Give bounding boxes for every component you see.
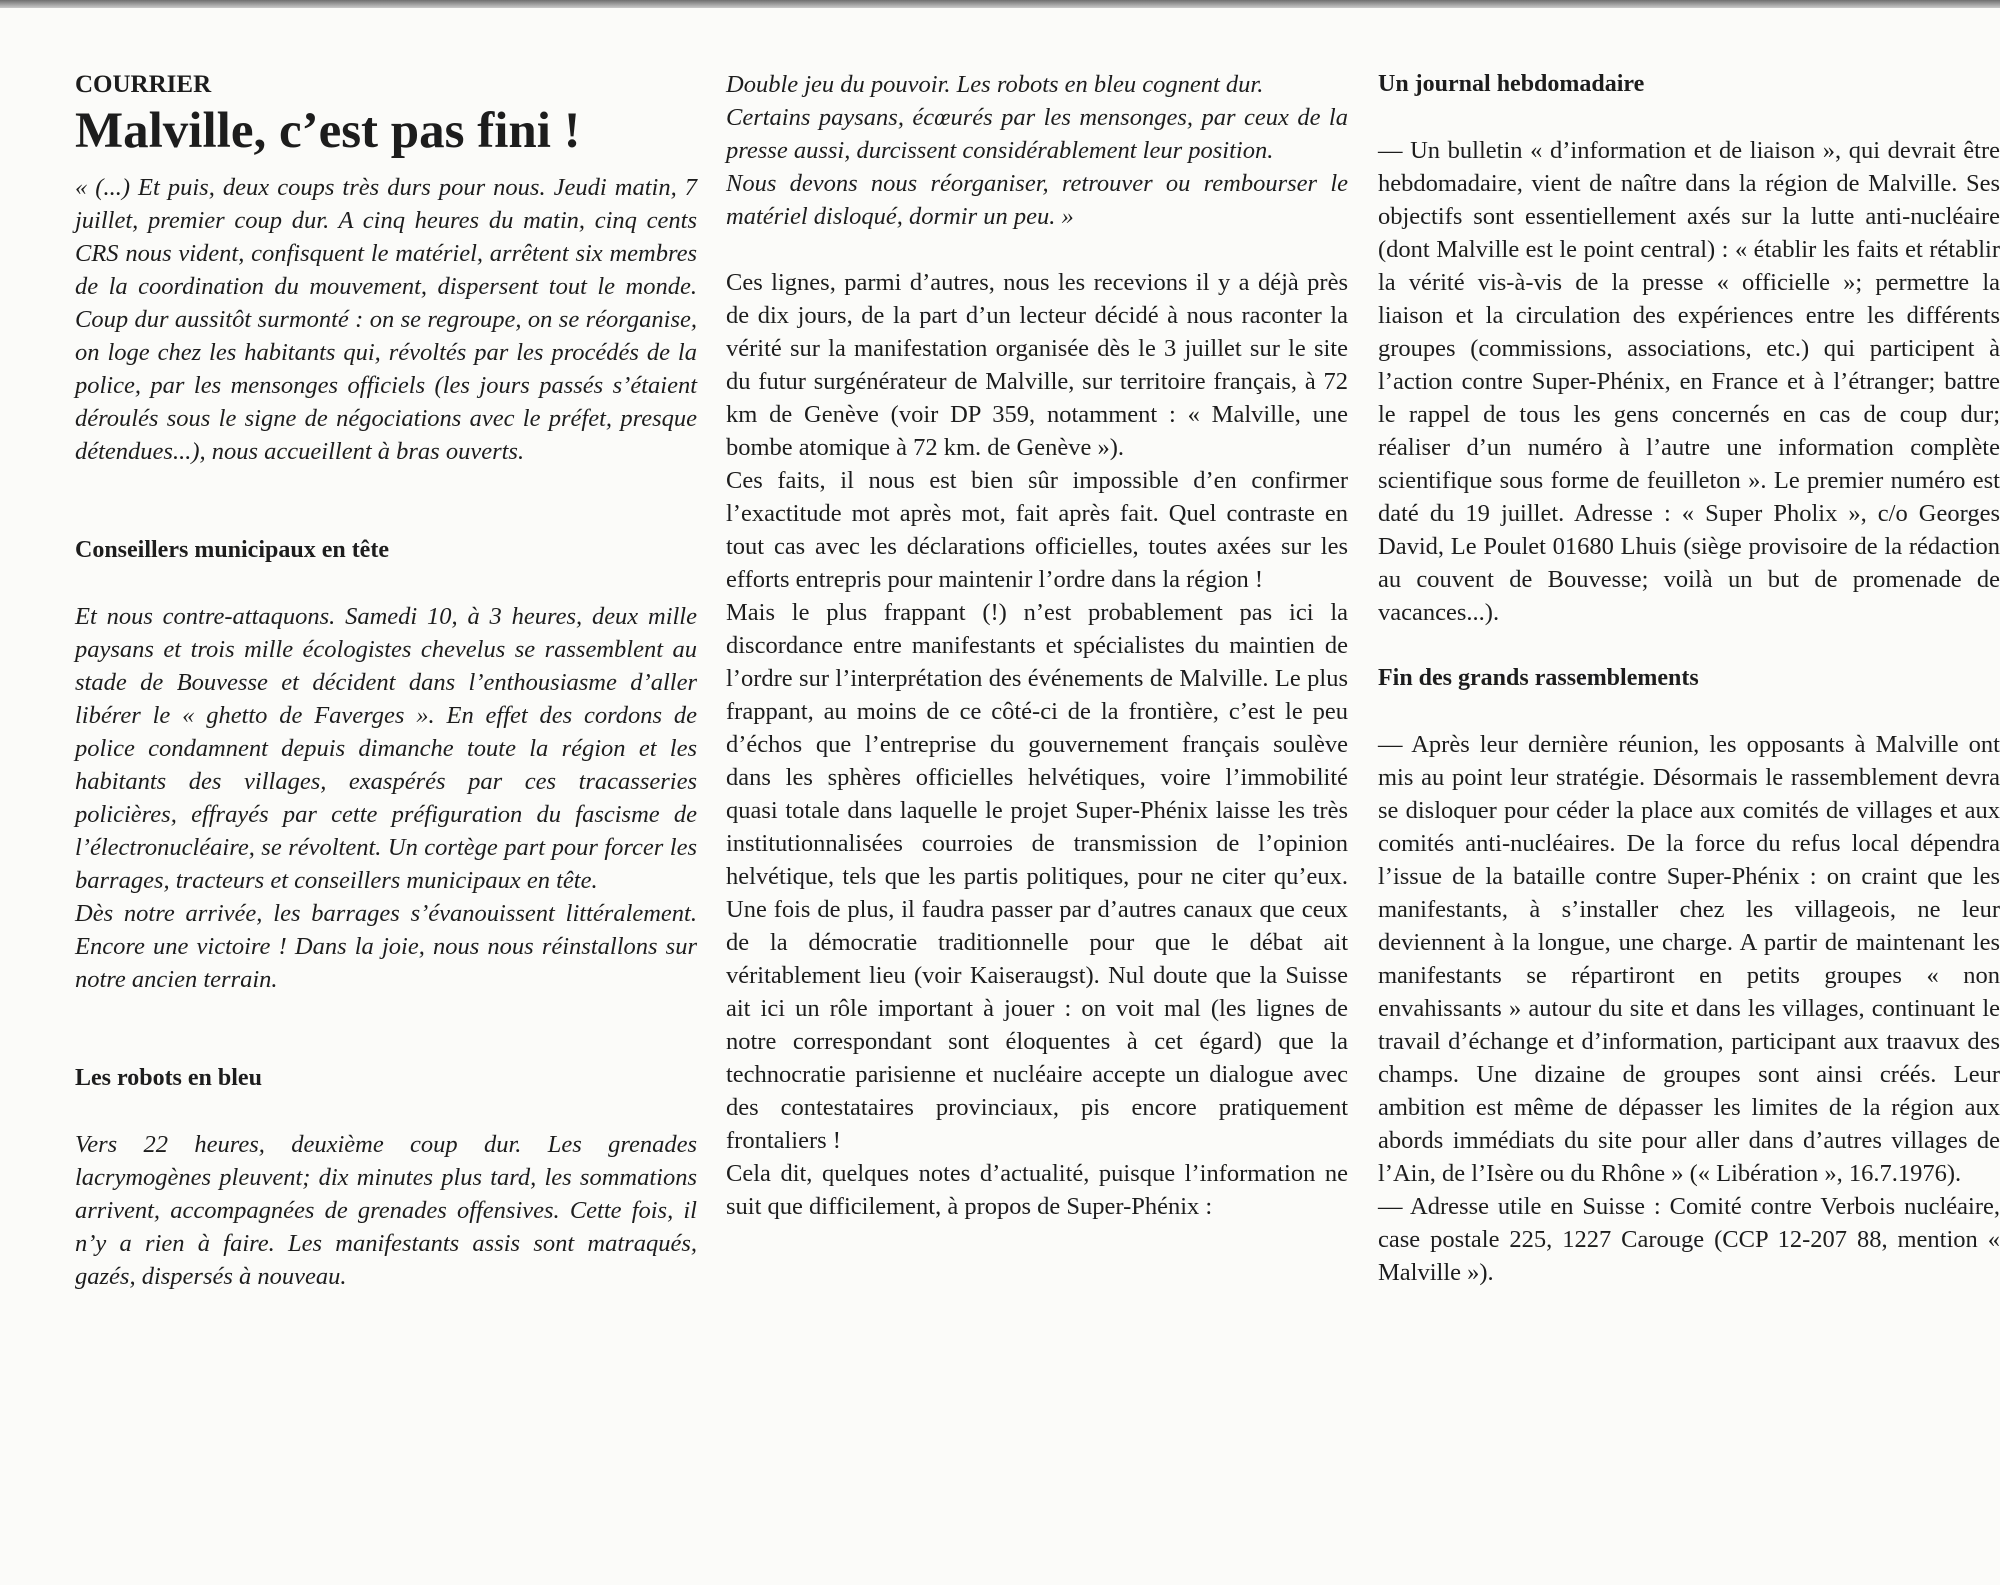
spacer	[1378, 695, 2000, 728]
spacer	[75, 567, 697, 600]
column-left	[75, 68, 697, 1293]
spacer	[75, 1095, 697, 1128]
column-middle	[726, 68, 1348, 1223]
spacer	[75, 996, 697, 1062]
article-title: Malville, c’est pas fini !	[75, 103, 581, 159]
letter-paragraph-5: Double jeu du pouvoir. Les robots en bleu cognent dur.	[726, 71, 1264, 98]
letter-paragraph-1: « (...) Et puis, deux coups très durs pour nous. Jeudi matin, 7 juillet, premier coup dur. A cinq heures du matin, cinq cents CRS nous vident, confisquent le matériel, arrêtent six membres de la coordination du mouvement, dispersent tout le monde. Coup dur aussitôt surmonté : on se regroupe, on se réorganise, on loge chez les habitants qui, révoltés par les procédés de la police, par les mensonges officiels (les jours passés s’étaient déroulés sous le signe de négociations avec le préfet, presque détendues...), nous accueillent à bras ouverts.	[75, 174, 697, 465]
letter-paragraph-3: Dès notre arrivée, les barrages s’évanouissent littéralement. Encore une victoire ! Dans la joie, nous nous réinstallons sur notre ancien terrain.	[75, 900, 697, 993]
note-paragraph-3: — Adresse utile en Suisse : Comité contre Verbois nucléaire, case postale 225, 1227 Carouge (CCP 12-207 88, mention « Malville »).	[1378, 1193, 2000, 1286]
top-border-rule	[0, 0, 2000, 8]
spacer	[726, 233, 1348, 266]
subhead-rassemblements: Fin des grands rassemblements	[1378, 665, 1699, 691]
letter-paragraph-7: Nous devons nous réorganiser, retrouver ou rembourser le matériel disloqué, dormir un peu. »	[726, 170, 1348, 230]
body-paragraph-3: Mais le plus frappant (!) n’est probablement pas ici la discordance entre manifestants et spécialistes du maintien de l’ordre sur l’interprétation des événements de Malville. Le plus frappant, au moins de ce côté-ci de la frontière, c’est le peu d’échos que l’entreprise du gouvernement français soulève dans les sphères officielles helvétiques, voire l’immobilité quasi totale dans laquelle le projet Super-Phénix laisse les très institutionnalisées courroies de transmission de l’opinion helvétique, tels que les partis politiques, pour ne citer qu’eux. Une fois de plus, il faudra passer par d’autres canaux que ceux de la démocratie traditionnelle pour que le débat ait véritablement lieu (voir Kaiseraugst). Nul doute que la Suisse ait ici un rôle important à jouer : on voit mal (les lignes de notre correspondant sont éloquentes à cet égard) que la technocratie parisienne et nucléaire accepte un dialogue avec des contestataires provinciaux, pis encore pratiquement frontaliers !	[726, 599, 1348, 1154]
note-paragraph-2: — Après leur dernière réunion, les opposants à Malville ont mis au point leur stratégie. Désormais le rassemblement devra se disloquer pour céder la place aux comités de villages et aux comités anti-nucléaires. De la force du refus local dépendra l’issue de la bataille contre Super-Phénix : on craint que les manifestants, à s’installer chez les villageois, ne leur deviennent à la longue, une charge. A partir de maintenant les manifestants se répartiront en petits groupes « non envahissants » autour du site et dans les villages, continuant le travail d’échange et d’information, participant aux traavux des champs. Une dizaine de groupes sont ainsi créés. Leur ambition est même de dépasser les limites de la région aux abords immédiats du site pour aller dans d’autres villages de l’Ain, de l’Isère ou du Rhône » (« Libération », 16.7.1976).	[1378, 731, 2000, 1187]
spacer	[1378, 629, 2000, 662]
body-paragraph-1: Ces lignes, parmi d’autres, nous les recevions il y a déjà près de dix jours, de la part d’un lecteur décidé à nous raconter la vérité sur la manifestation organisée dès le 3 juillet sur le site du futur surgénérateur de Malville, sur territoire français, à 72 km de Genève (voir DP 359, notamment : « Malville, une bombe atomique à 72 km. de Genève »).	[726, 269, 1348, 461]
letter-paragraph-2: Et nous contre-attaquons. Samedi 10, à 3 heures, deux mille paysans et trois mille écologistes chevelus se rassemblent au stade de Bouvesse et décident dans l’enthousiasme d’aller libérer le « ghetto de Faverges ». En effet des cordons de police condamnent depuis dimanche toute la région et les habitants des villages, exaspérés par ces tracasseries policières, effrayés par cette préfiguration du fascisme de l’électronucléaire, se révoltent. Un cortège part pour forcer les barrages, tracteurs et conseillers municipaux en tête.	[75, 603, 697, 894]
body-paragraph-4: Cela dit, quelques notes d’actualité, puisque l’information ne suit que difficilement, à propos de Super-Phénix :	[726, 1160, 1348, 1220]
subhead-journal: Un journal hebdomadaire	[1378, 71, 1645, 97]
spacer	[75, 468, 697, 534]
note-paragraph-1: — Un bulletin « d’information et de liaison », qui devrait être hebdomadaire, vient de naître dans la région de Malville. Ses objectifs sont essentiellement axés sur la lutte anti-nucléaire (dont Malville est le point central) : « établir les faits et rétablir la vérité vis-à-vis de la presse « officielle »; permettre la liaison et la circulation des expériences entre les différents groupes (commissions, associations, etc.) qui participent à l’action contre Super-Phénix, en France et à l’étranger; battre le rappel de tous les gens concernés en cas de coup dur; réaliser d’un numéro à l’autre une information complète scientifique sous forme de feuilleton ». Le premier numéro est daté du 19 juillet. Adresse : « Super Pholix », c/o Georges David, Le Poulet 01680 Lhuis (siège provisoire de la rédaction au couvent de Bouvesse; voilà un but de promenade de vacances...).	[1378, 137, 2000, 626]
letter-paragraph-4: Vers 22 heures, deuxième coup dur. Les grenades lacrymogènes pleuvent; dix minutes plus tard, les sommations arrivent, accompagnées de grenades offensives. Cette fois, il n’y a rien à faire. Les manifestants assis sont matraqués, gazés, dispersés à nouveau.	[75, 1131, 697, 1290]
letter-paragraph-6: Certains paysans, écœurés par les mensonges, par ceux de la presse aussi, durcissent considérablement leur position.	[726, 104, 1348, 164]
rubric-label: COURRIER	[75, 71, 212, 98]
subhead-robots: Les robots en bleu	[75, 1065, 262, 1091]
column-right	[1378, 68, 2000, 1289]
subhead-conseillers: Conseillers municipaux en tête	[75, 537, 389, 563]
body-paragraph-2: Ces faits, il nous est bien sûr impossible d’en confirmer l’exactitude mot après mot, fait après fait. Quel contraste en tout cas avec les déclarations officielles, toutes axées sur les efforts entrepris pour maintenir l’ordre dans la région !	[726, 467, 1348, 593]
spacer	[1378, 101, 2000, 134]
